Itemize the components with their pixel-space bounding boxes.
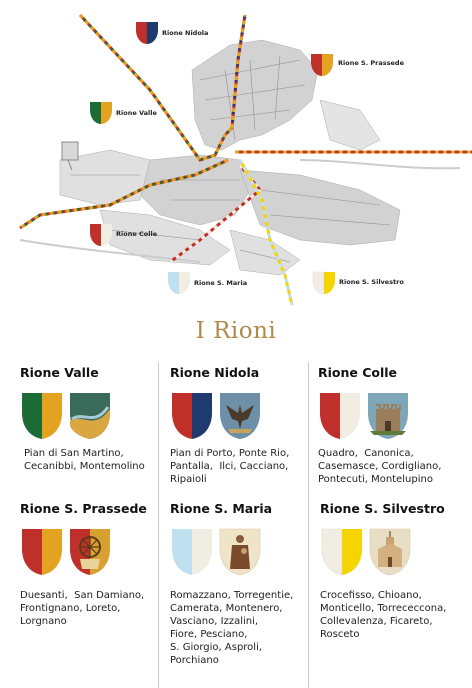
map-label-nidola: Rione Nidola (162, 29, 209, 37)
church-emblem-icon (368, 527, 412, 577)
rione-name: Rione S. Maria (170, 501, 273, 516)
rione-localities: Pian di Porto, Ponte Rio, Pantalla, Ilci, Cacciano, Ripaioli (170, 448, 290, 485)
color-shield-icon (170, 527, 214, 577)
madonna-emblem-icon (218, 527, 262, 577)
rione-localities: Pian di San Martino, Cecanibbi, Montemolino (24, 448, 145, 472)
map-label-valle: Rione Valle (116, 109, 157, 117)
map-label-maria: Rione S. Maria (194, 279, 248, 287)
color-shield-icon (20, 527, 64, 577)
rione-localities: Quadro, Canonica, Casemasce, Cordigliano, Pontecuti, Montelupino (318, 448, 442, 485)
rione-name: Rione S. Silvestro (320, 501, 445, 516)
rione-name: Rione Colle (318, 365, 398, 380)
rione-localities: Romazzano, Torregentie, Camerata, Montenero, Vasciano, Izzalini, Fiore, Pesciano, S. Giorgio, Asproli, Porchiano (170, 590, 294, 666)
rione-name: Rione S. Prassede (20, 501, 147, 516)
color-shield-icon (320, 527, 364, 577)
color-shield-icon (20, 391, 64, 441)
rione-card-nidola (170, 365, 320, 485)
town-map (0, 0, 472, 310)
rione-name: Rione Valle (20, 365, 99, 380)
color-shield-icon (170, 391, 214, 441)
color-shield-icon (318, 391, 362, 441)
rione-card-maria (170, 501, 320, 681)
rione-card-valle (20, 365, 170, 485)
fish-river-emblem-icon (68, 391, 112, 441)
map-label-prassede: Rione S. Prassede (338, 59, 404, 67)
map-label-silvestro: Rione S. Silvestro (339, 278, 404, 286)
rione-localities: Crocefisso, Chioano, Monticello, Torrececcona, Collevalenza, Ficareto, Rosceto (320, 590, 447, 640)
wheel-emblem-icon (68, 527, 112, 577)
rione-localities: Duesanti, San Damiano, Frontignano, Loreto, Lorgnano (20, 590, 145, 627)
town-map-drawing (0, 0, 472, 310)
rione-card-prassede (20, 501, 170, 681)
page-title: I Rioni (195, 318, 277, 344)
rione-name: Rione Nidola (170, 365, 260, 380)
tower-emblem-icon (366, 391, 410, 441)
eagle-emblem-icon (218, 391, 262, 441)
rione-card-colle (318, 365, 468, 485)
map-label-colle: Rione Colle (116, 230, 158, 238)
rione-card-silvestro (320, 501, 470, 681)
